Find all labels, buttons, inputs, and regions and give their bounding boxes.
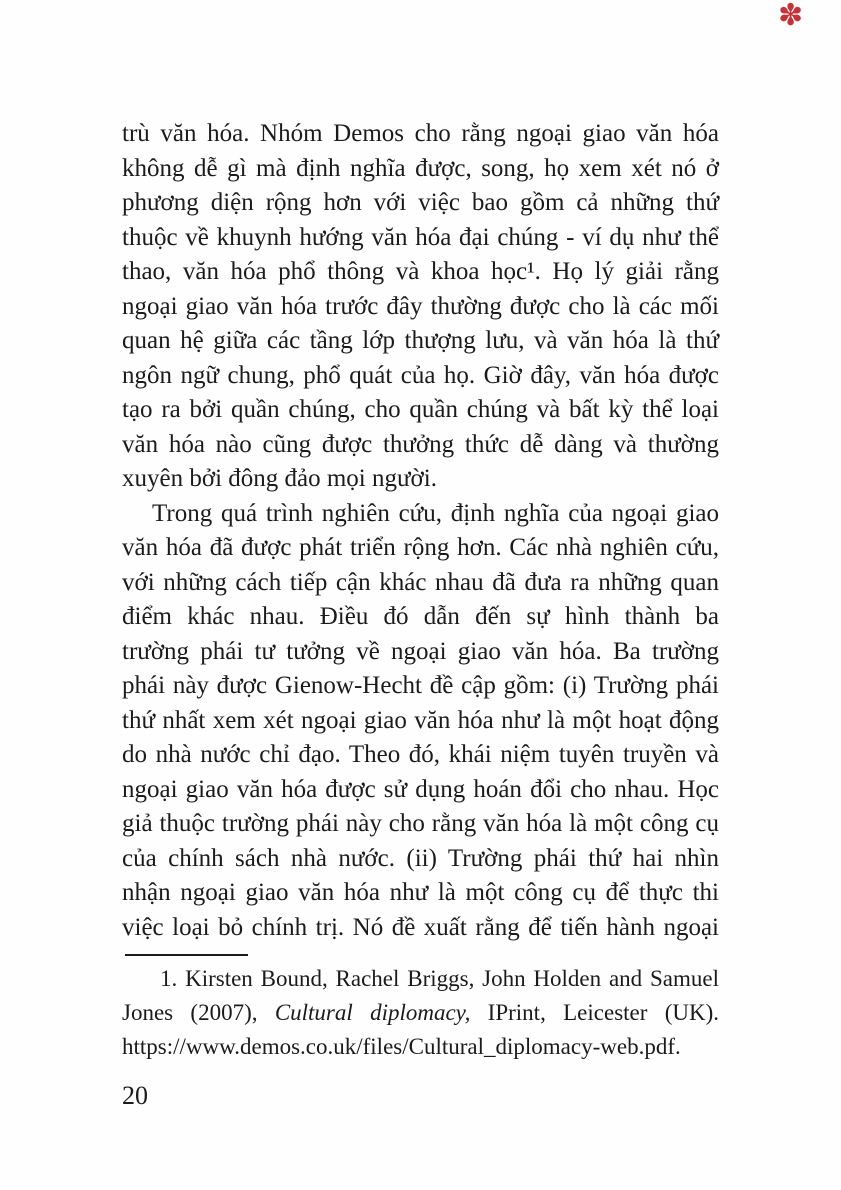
body-text-block	[122, 117, 719, 945]
text-line: thứ nhất xem xét ngoại giao văn hóa như là một hoạt động	[122, 706, 719, 734]
text-line: do nhà nước chỉ đạo. Theo đó, khái niệm tuyên truyền và	[122, 741, 719, 768]
footnote-work-title: Cultural diplomacy,	[274, 1000, 471, 1025]
text-line: quan hệ giữa các tầng lớp thượng lưu, và văn hóa là thứ	[122, 327, 719, 354]
text-line: nhận ngoại giao văn hóa như là một công cụ để thực thi	[122, 879, 719, 906]
text-line: không dễ gì mà định nghĩa được, song, họ xem xét nó ở	[122, 154, 719, 182]
text-line: việc loại bỏ chính trị. Nó đề xuất rằng để tiến hành ngoại	[122, 913, 719, 941]
text-line: phương diện rộng hơn với việc bao gồm cả những thứ	[122, 189, 719, 216]
flower-ornament-icon: ✽	[778, 0, 804, 33]
text-line: ngôn ngữ chung, phổ quát của họ. Giờ đây, văn hóa được	[122, 361, 719, 389]
text-line: điểm khác nhau. Điều đó dẫn đến sự hình thành ba	[122, 603, 719, 630]
text-line: ngoại giao văn hóa được sử dụng hoán đổi cho nhau. Học	[122, 775, 719, 803]
text-line: Trong quá trình nghiên cứu, định nghĩa của ngoại giao	[152, 499, 719, 527]
footnote-line-authors: 1. Kirsten Bound, Rachel Briggs, John Holden and Samuel	[160, 966, 719, 991]
footnote-separator	[125, 954, 248, 956]
paragraph-1	[122, 117, 719, 497]
footnote-block	[122, 946, 719, 1064]
text-line: văn hóa nào cũng được thưởng thức dễ dàng và thường	[122, 430, 719, 458]
footnote-citation-year: Jones (2007),	[122, 1000, 275, 1025]
text-line: ngoại giao văn hóa trước đây thường được cho là các mối	[122, 292, 719, 320]
text-line: với những cách tiếp cận khác nhau đã đưa ra những quan	[122, 568, 719, 596]
text-line: thuộc về khuynh hướng văn hóa đại chúng - ví dụ như thể	[122, 223, 719, 251]
text-line: xuyên bởi đông đảo mọi người.	[122, 465, 437, 492]
text-line: văn hóa đã được phát triển rộng hơn. Các nhà nghiên cứu,	[122, 534, 719, 561]
text-line: thao, văn hóa phổ thông và khoa học¹. Họ lý giải rằng	[122, 258, 719, 285]
footnote-line-citation	[122, 996, 719, 1030]
text-line: tạo ra bởi quần chúng, cho quần chúng và bất kỳ thể loại	[122, 396, 719, 423]
text-line: phái này được Gienow-Hecht đề cập gồm: (i) Trường phái	[122, 672, 719, 699]
footnote-publisher: IPrint, Leicester (UK).	[470, 1000, 720, 1025]
text-line: giả thuộc trường phái này cho rằng văn hóa là một công cụ	[122, 810, 719, 837]
text-line: trường phái tư tưởng về ngoại giao văn hóa. Ba trường	[122, 637, 719, 665]
paragraph-2	[122, 497, 719, 946]
footnote-url: https://www.demos.co.uk/files/Cultural_diplomacy-web.pdf.	[122, 1034, 681, 1059]
page-number: 20	[122, 1081, 148, 1110]
text-line: của chính sách nhà nước. (ii) Trường phái thứ hai nhìn	[122, 844, 719, 872]
text-line: trù văn hóa. Nhóm Demos cho rằng ngoại giao văn hóa	[122, 120, 719, 147]
